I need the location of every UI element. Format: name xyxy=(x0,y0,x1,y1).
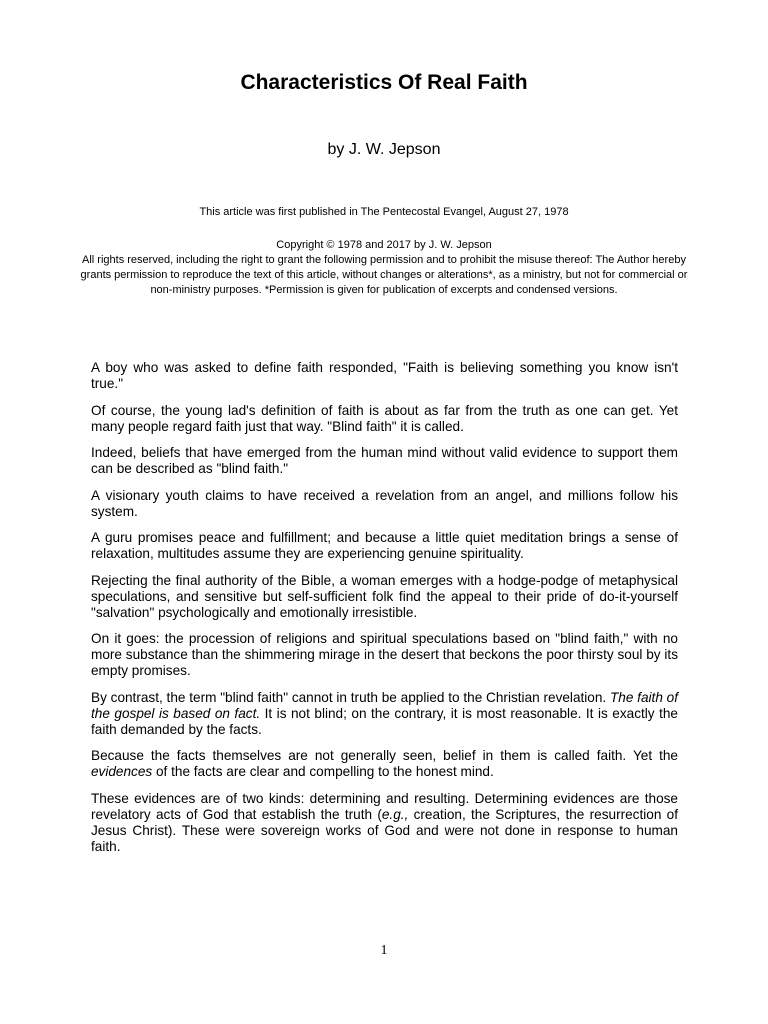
document-title: Characteristics Of Real Faith xyxy=(240,71,528,94)
paragraph xyxy=(91,791,678,855)
author-byline: by J. W. Jepson xyxy=(327,141,441,158)
paragraph: On it goes: the procession of religions and spiritual speculations based on "blind faith," with no more substance than the shimmering mirage in the desert that beckons the poor thirsty soul by its empty promises. xyxy=(91,631,678,678)
paragraph: A guru promises peace and fulfillment; and because a little quiet meditation brings a sense of relaxation, multitudes assume they are experiencing genuine spirituality. xyxy=(91,530,678,561)
emphasis-text: The faith of the gospel is based on fact. xyxy=(91,689,678,721)
copyright-notice xyxy=(80,238,688,298)
emphasis-text: evidences xyxy=(91,764,153,779)
paragraph-text: It is not blind; on the contrary, it is most reasonable. It is exactly the faith demanded by the facts. xyxy=(91,705,678,737)
paragraph xyxy=(91,690,678,738)
paragraph: Rejecting the final authority of the Bible, a woman emerges with a hodge-podge of metaphysical speculations, and sensitive but self-sufficient folk find the appeal to their pride of do-it-yourself "salvation" psychologically and emotionally irresistible. xyxy=(91,572,678,620)
paragraph: Indeed, beliefs that have emerged from the human mind without valid evidence to support them can be described as "blind faith." xyxy=(91,445,678,476)
paragraph: Of course, the young lad's definition of faith is about as far from the truth as one can get. Yet many people regard faith just that way. "Blind faith" it is called. xyxy=(91,402,678,434)
paragraph-text: of the facts are clear and compelling to the honest mind. xyxy=(152,764,494,779)
copyright-text: All rights reserved, including the right to grant the following permission and to prohibit the misuse thereof: The Author hereby grants permission to reproduce the text of this article, without changes or alterations*, as a ministry, but not for commercial or non-ministry purposes. *Permission is given for publication of excerpts and condensed versions. xyxy=(80,254,688,296)
page-number: 1 xyxy=(380,943,388,958)
emphasis-text: e.g., xyxy=(381,806,409,822)
paragraph: A boy who was asked to define faith responded, "Faith is believing something you know isn't true." xyxy=(91,360,678,391)
paragraph-text: These evidences are of two kinds: determining and resulting. Determining evidences are those revelatory acts of God that establish the truth ( xyxy=(91,790,678,822)
paragraph xyxy=(91,748,678,780)
publication-note: This article was first published in The Pentecostal Evangel, August 27, 1978 xyxy=(199,206,569,218)
article-body xyxy=(91,360,678,865)
copyright-line: Copyright © 1978 and 2017 by J. W. Jepson xyxy=(276,239,492,251)
paragraph-text: creation, the Scriptures, the resurrection of Jesus Christ). These were sovereign works of God and were not done in response to human faith. xyxy=(91,806,679,854)
paragraph-text: Because the facts themselves are not generally seen, belief in them is called faith. Yet the xyxy=(91,748,678,763)
paragraph-text: By contrast, the term "blind faith" cannot in truth be applied to the Christian revelation. xyxy=(91,689,610,705)
paragraph: A visionary youth claims to have received a revelation from an angel, and millions follow his system. xyxy=(91,487,678,519)
